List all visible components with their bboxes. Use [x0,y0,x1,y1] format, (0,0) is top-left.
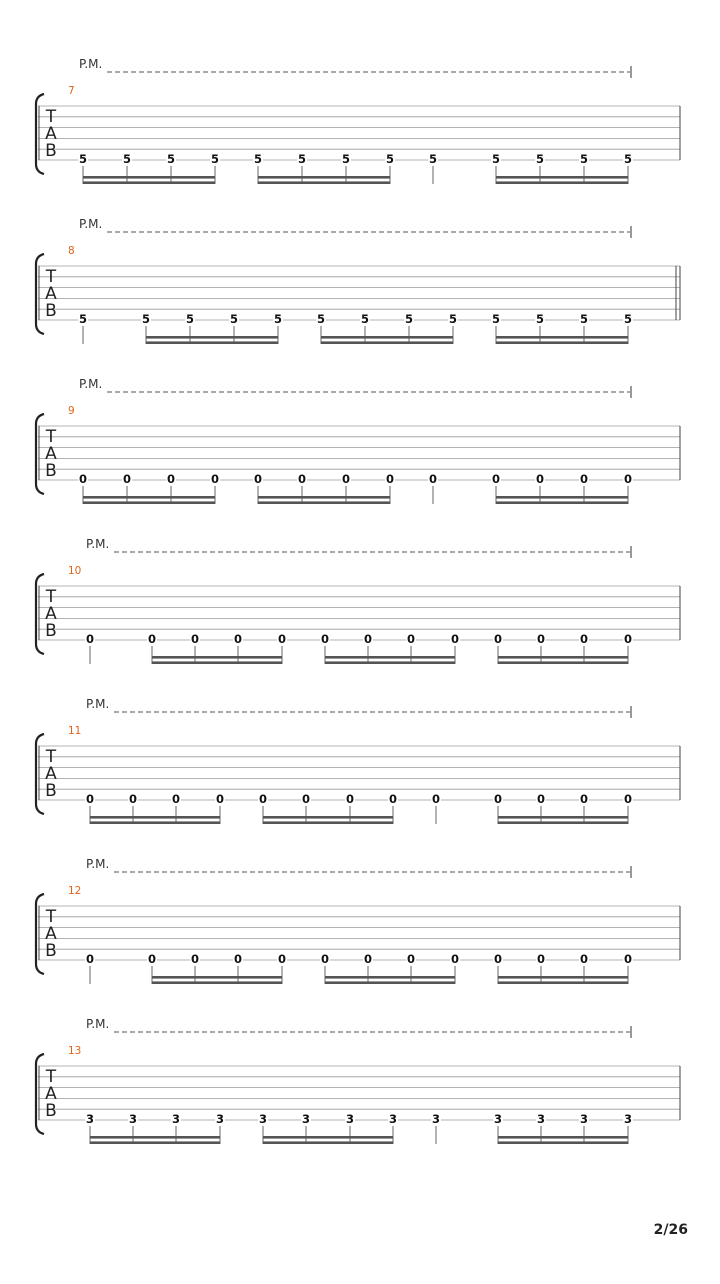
tab-clef-letter: T [45,587,57,607]
fret-number: 5 [428,152,438,166]
beam-secondary [498,821,628,824]
fret-number: 5 [623,312,633,326]
fret-number: 0 [277,952,287,966]
fret-number: 5 [535,312,545,326]
beam-primary [152,656,282,659]
beam-secondary [498,981,628,984]
fret-number: 0 [579,472,589,486]
fret-number: 0 [128,792,138,806]
beam-secondary [146,341,278,344]
beam-primary [90,816,220,819]
fret-number: 5 [141,312,151,326]
fret-number: 0 [431,792,441,806]
fret-number: 5 [166,152,176,166]
fret-number: 0 [493,792,503,806]
beam-secondary [496,181,628,184]
beam-secondary [152,661,282,664]
fret-number: 0 [166,472,176,486]
beam-secondary [498,1141,628,1144]
fret-number: 0 [491,472,501,486]
tab-clef-letter: A [45,124,57,144]
beam-primary [258,176,390,179]
fret-number: 3 [215,1112,225,1126]
tab-clef-letter: T [45,1067,57,1087]
palm-mute-label: P.M. [79,217,103,231]
fret-number: 0 [493,632,503,646]
fret-number: 3 [388,1112,398,1126]
fret-number: 3 [171,1112,181,1126]
palm-mute-label: P.M. [79,377,103,391]
fret-number: 0 [122,472,132,486]
fret-number: 0 [341,472,351,486]
fret-number: 0 [536,792,546,806]
beam-primary [496,176,628,179]
beam-secondary [258,501,390,504]
fret-number: 5 [229,312,239,326]
tab-system-8 [36,217,680,344]
fret-number: 0 [85,632,95,646]
measure-number: 11 [68,725,82,737]
tab-system-13 [36,1017,680,1144]
fret-number: 3 [301,1112,311,1126]
fret-number: 0 [535,472,545,486]
palm-mute-label: P.M. [79,57,103,71]
tab-system-9 [36,377,680,504]
beam-primary [83,496,215,499]
palm-mute-label: P.M. [86,1017,110,1031]
fret-number: 0 [147,952,157,966]
fret-number: 5 [579,152,589,166]
tab-clef-letter: B [45,621,57,641]
tab-clef-letter: A [45,764,57,784]
fret-number: 0 [623,792,633,806]
beam-primary [321,336,453,339]
fret-number: 5 [579,312,589,326]
fret-number: 0 [345,792,355,806]
tab-system-12 [36,857,680,984]
beam-secondary [325,661,455,664]
fret-number: 3 [623,1112,633,1126]
fret-number: 0 [450,632,460,646]
beam-primary [83,176,215,179]
fret-number: 5 [78,312,88,326]
fret-number: 3 [345,1112,355,1126]
fret-number: 0 [190,632,200,646]
fret-number: 5 [535,152,545,166]
beam-primary [325,976,455,979]
tab-clef-letter: B [45,461,57,481]
fret-number: 0 [233,952,243,966]
beam-secondary [496,501,628,504]
fret-number: 5 [360,312,370,326]
fret-number: 5 [185,312,195,326]
tab-clef-letter: A [45,924,57,944]
fret-number: 0 [579,632,589,646]
fret-number: 5 [316,312,326,326]
tab-clef-letter: T [45,267,57,287]
fret-number: 0 [385,472,395,486]
measure-number: 10 [68,565,82,577]
beam-primary [498,816,628,819]
measure-number: 12 [68,885,82,897]
fret-number: 0 [210,472,220,486]
fret-number: 5 [623,152,633,166]
fret-number: 3 [493,1112,503,1126]
fret-number: 0 [579,952,589,966]
fret-number: 0 [536,632,546,646]
fret-number: 0 [147,632,157,646]
beam-secondary [152,981,282,984]
tab-clef-letter: A [45,604,57,624]
fret-number: 5 [491,152,501,166]
beam-secondary [498,661,628,664]
beam-secondary [258,181,390,184]
fret-number: 0 [85,792,95,806]
fret-number: 0 [406,952,416,966]
fret-number: 3 [431,1112,441,1126]
fret-number: 0 [623,632,633,646]
beam-secondary [90,821,220,824]
fret-number: 0 [623,952,633,966]
palm-mute-label: P.M. [86,697,110,711]
tab-system-11 [36,697,680,824]
fret-number: 0 [320,952,330,966]
fret-number: 5 [491,312,501,326]
beam-primary [90,1136,220,1139]
tab-clef-letter: A [45,444,57,464]
tab-clef-letter: A [45,1084,57,1104]
fret-number: 5 [210,152,220,166]
fret-number: 0 [258,792,268,806]
tab-clef-letter: T [45,107,57,127]
fret-number: 0 [363,952,373,966]
fret-number: 0 [171,792,181,806]
fret-number: 0 [320,632,330,646]
beam-secondary [263,821,393,824]
fret-number: 0 [85,952,95,966]
beam-primary [325,656,455,659]
fret-number: 5 [448,312,458,326]
beam-primary [258,496,390,499]
beam-primary [498,976,628,979]
beam-secondary [90,1141,220,1144]
beam-secondary [83,181,215,184]
tab-clef-letter: T [45,747,57,767]
tab-clef-letter: T [45,427,57,447]
beam-secondary [496,341,628,344]
fret-number: 3 [85,1112,95,1126]
tab-system-10 [36,537,680,664]
measure-number: 7 [68,85,75,97]
fret-number: 5 [122,152,132,166]
beam-primary [496,336,628,339]
fret-number: 0 [78,472,88,486]
fret-number: 3 [579,1112,589,1126]
beam-primary [263,1136,393,1139]
fret-number: 0 [579,792,589,806]
fret-number: 0 [450,952,460,966]
fret-number: 0 [406,632,416,646]
measure-number: 13 [68,1045,82,1057]
tab-clef-letter: A [45,284,57,304]
palm-mute-label: P.M. [86,857,110,871]
fret-number: 3 [258,1112,268,1126]
tab-clef-letter: B [45,1101,57,1121]
palm-mute-label: P.M. [86,537,110,551]
tab-clef-letter: B [45,141,57,161]
beam-secondary [321,341,453,344]
beam-primary [498,1136,628,1139]
fret-number: 0 [363,632,373,646]
fret-number: 3 [536,1112,546,1126]
tab-clef-letter: B [45,301,57,321]
fret-number: 5 [78,152,88,166]
tab-clef-letter: T [45,907,57,927]
fret-number: 3 [128,1112,138,1126]
fret-number: 0 [215,792,225,806]
beam-primary [152,976,282,979]
fret-number: 0 [297,472,307,486]
beam-primary [146,336,278,339]
beam-primary [263,816,393,819]
fret-number: 5 [385,152,395,166]
fret-number: 0 [388,792,398,806]
fret-number: 0 [428,472,438,486]
fret-number: 0 [301,792,311,806]
fret-number: 0 [623,472,633,486]
beam-primary [498,656,628,659]
fret-number: 0 [536,952,546,966]
beam-primary [496,496,628,499]
fret-number: 0 [277,632,287,646]
tab-system-7 [36,57,680,184]
fret-number: 5 [297,152,307,166]
beam-secondary [83,501,215,504]
fret-number: 0 [253,472,263,486]
fret-number: 0 [493,952,503,966]
fret-number: 5 [253,152,263,166]
fret-number: 5 [341,152,351,166]
fret-number: 0 [190,952,200,966]
measure-number: 9 [68,405,75,417]
fret-number: 5 [404,312,414,326]
beam-secondary [263,1141,393,1144]
tab-clef-letter: B [45,781,57,801]
measure-number: 8 [68,245,75,257]
beam-secondary [325,981,455,984]
fret-number: 5 [273,312,283,326]
tab-clef-letter: B [45,941,57,961]
page-number: 2/26 [653,1222,688,1238]
fret-number: 0 [233,632,243,646]
